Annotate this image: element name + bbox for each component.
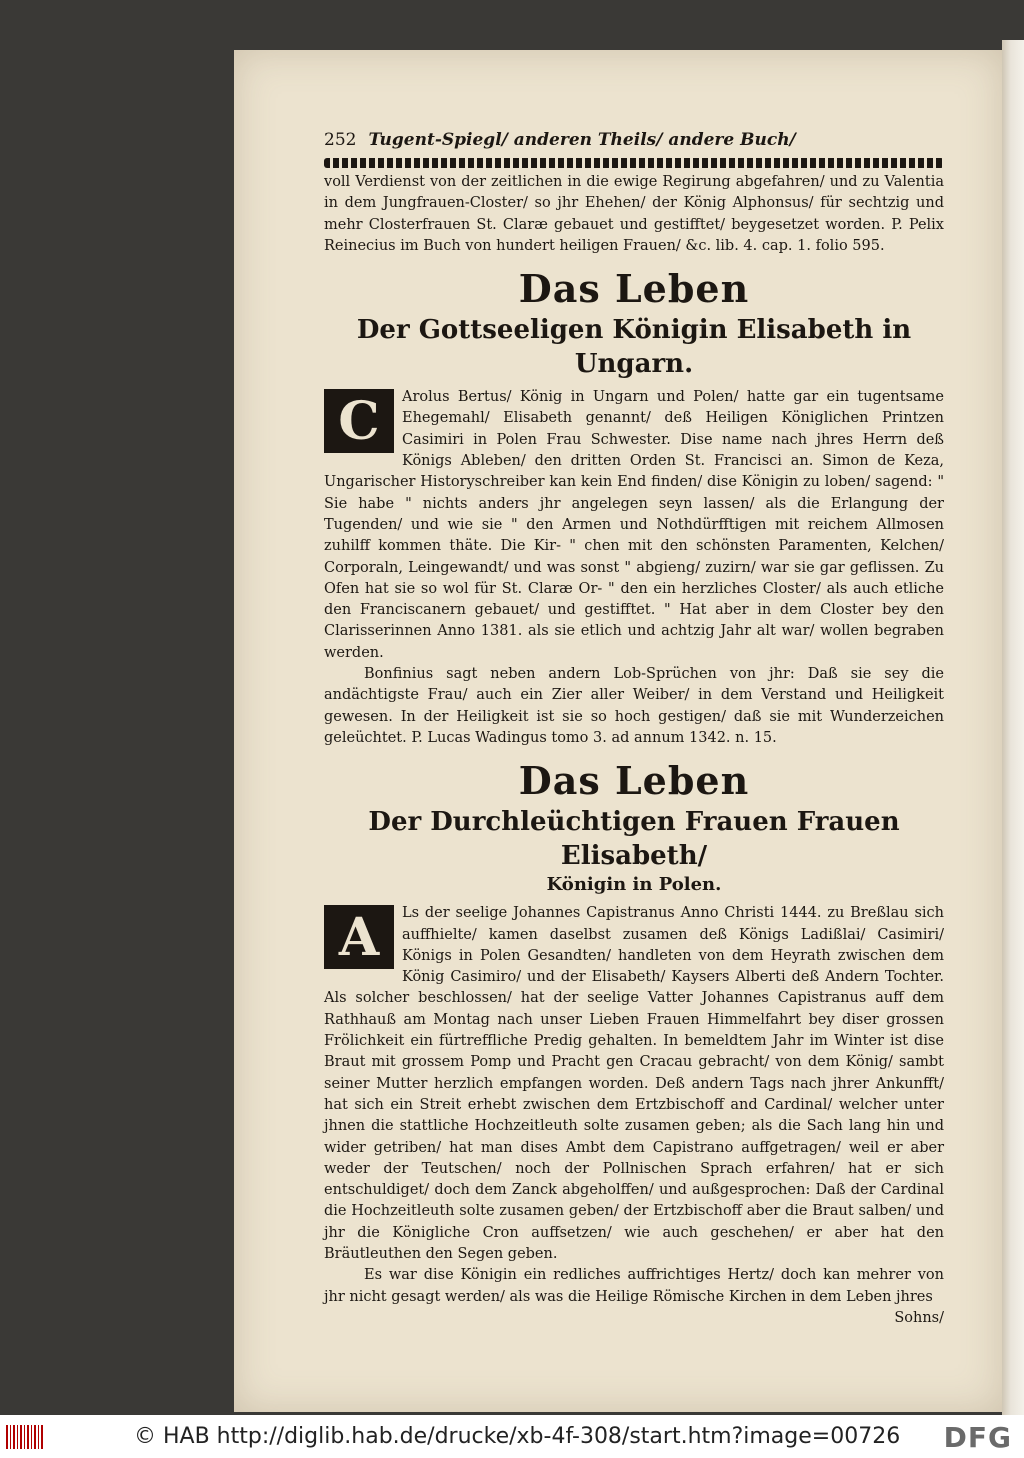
section1-body <box>324 387 944 664</box>
viewer-footer <box>0 1415 1024 1458</box>
section1-dropcap: C <box>324 389 394 453</box>
dfg-logo: DFG <box>943 1421 1012 1454</box>
barcode-icon <box>6 1425 44 1449</box>
section1-heading: Das Leben <box>518 266 750 312</box>
section2-heading: Das Leben <box>518 758 750 804</box>
section2-paragraph2: Es war dise Königin ein redliches auffrichtiges Hertz/ doch kan mehrer von jhr nicht gesagt werden/ als was die Heilige Römische Kirchen in dem Leben jhres <box>324 1267 944 1305</box>
section2-dropcap: A <box>324 905 394 969</box>
catchword: Sohns/ <box>894 1309 944 1326</box>
page-content <box>324 130 944 1329</box>
section1-subheading: Der Gottseeligen Königin Elisabeth in Ungarn. <box>356 315 912 380</box>
section2-body <box>324 903 944 1265</box>
book-page <box>234 50 1002 1412</box>
page-number: 252 <box>324 130 357 150</box>
page-edge <box>1002 40 1024 1415</box>
section2-subheading2: Königin in Polen. <box>546 874 722 896</box>
section2-paragraph1: Ls der seelige Johannes Capistranus Anno Christi 1444. zu Breßlau sich auffhielte/ kamen daselbst zusamen deß Königs Ladißlai/ Casimiri/ Königs in Polen Gesandten/ handleten von dem Heyrath zwischen dem König Casimiro/ und der Elisabeth/ Kaysers Alberti deß Andern Tochter. Als solcher beschlossen/ hat der seelige Vatter Johannes Capistranus auff dem Rathhauß am Montag nach unser Lieben Frauen Himmelfahrt bey diser grossen Frölichkeit ein fürtreffliche Predig gehalten. In bemeldtem Jahr im Winter ist dise Braut mit grossem Pomp und Pracht gen Cracau gebracht/ von dem König/ sambt seiner Mutter herzlich empfangen worden. Deß andern Tags nach jhrer Ankunfft/ hat sich ein Streit erhebt zwischen dem Ertzbischoff and Cardinal/ welcher unter jhnen die stattliche Hochzeitleuth solte zusamen geben; als die Sach lang hin und wider getriben/ hat man dises Ambt dem Capistrano auffgetragen/ weil er aber weder der Teutschen/ noch der Pollnischen Sprach erfahren/ hat er sich entschuldiget/ doch dem Zanck abgeholffen/ und außgesprochen: Daß der Cardinal die Hochzeitleuth solte zusamen geben/ der Ertzbischoff aber die Braut salben/ und jhr die Königliche Cron auffsetzen/ wie auch geschehen/ er aber hat den Bräutleuthen den Segen geben. <box>324 905 944 1262</box>
running-head <box>324 130 944 154</box>
intro-paragraph: voll Verdienst von der zeitlichen in die ewige Regirung abgefahren/ und zu Valentia in dem Jungfrauen-Closter/ so jhr Ehehen/ der König Alphonsus/ für sechtzig und mehr Closterfrauen St. Claræ gebauet und gestifftet/ beygesetzet worden. P. Pelix Reinecius im Buch von hundert heiligen Frauen/ &c. lib. 4. cap. 1. folio 595. <box>324 174 944 254</box>
ornament-rule <box>324 158 944 168</box>
section1-paragraph1: Arolus Bertus/ König in Ungarn und Polen/ hatte gar ein tugentsame Ehegemahl/ Elisabeth genannt/ deß Heiligen Königlichen Printzen Casimiri in Polen Frau Schwester. Dise name nach jhres Herrn deß Königs Ableben/ den dritten Orden St. Francisci an. Simon de Keza, Ungarischer Historyschreiber kan kein End finden/ dise Königin zu loben/ sagend: " Sie habe " nichts anders jhr angelegen seyn lassen/ als die Erlangung der Tugenden/ und wie sie " den Armen und Nothdürfftigen mit reichem Allmosen zuhilff kommen thäte. Die Kir- " chen mit den schönsten Paramenten, Kelchen/ Corporaln, Leingewandt/ und was sonst " abgieng/ zuzirn/ war sie gar geflissen. Zu Ofen hat sie so wol für St. Claræ Or- " den ein herzliches Closter/ als auch etliche den Franciscanern gebauet/ und gestifftet. " Hat aber in dem Closter bey den Clarisserinnen Anno 1381. als sie etlich und achtzig Jahr alt war/ wollen begraben werden. <box>324 389 944 661</box>
running-title: Tugent-Spiegl/ anderen Theils/ andere Buch/ <box>368 130 796 150</box>
footer-credit-link[interactable]: © HAB http://diglib.hab.de/drucke/xb-4f-308/start.htm?image=00726 <box>134 1424 901 1449</box>
section1-paragraph2: Bonfinius sagt neben andern Lob-Sprüchen von jhr: Daß sie sey die andächtigste Frau/ auch ein Zier aller Weiber/ in dem Verstand und Heiligkeit gewesen. In der Heiligkeit ist sie so hoch gestigen/ daß sie mit Wunderzeichen geleüchtet. P. Lucas Wadingus tomo 3. ad annum 1342. n. 15. <box>324 666 944 746</box>
section2-subheading: Der Durchleüchtigen Frauen Frauen Elisabeth/ <box>368 807 900 872</box>
